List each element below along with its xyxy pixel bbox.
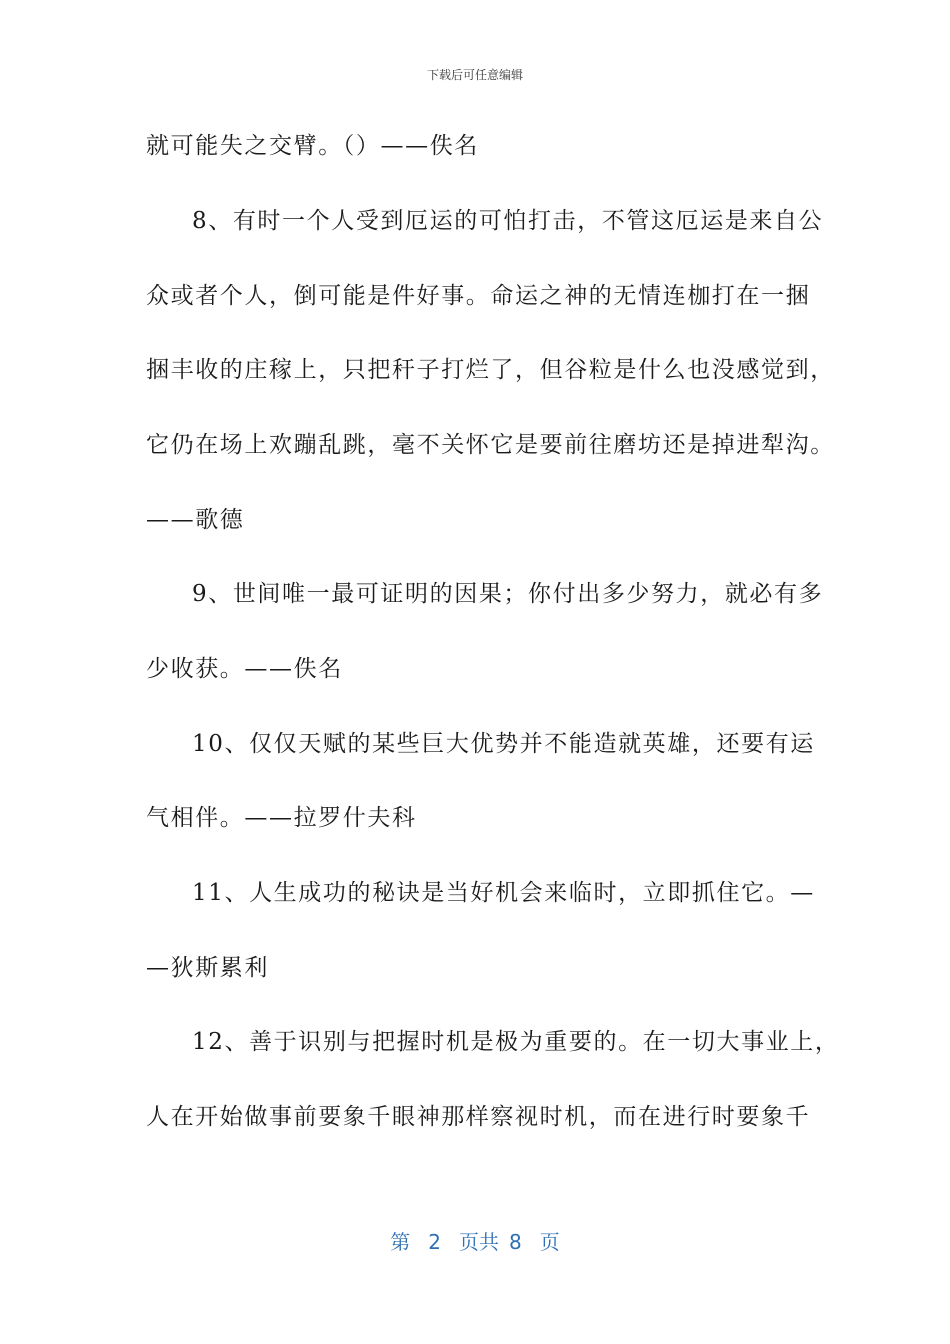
footer-prefix: 第 bbox=[390, 1230, 411, 1254]
footer-middle: 页共 bbox=[459, 1230, 499, 1254]
text-line: 少收获。——佚名 bbox=[146, 656, 343, 682]
text-line: 人在开始做事前要象千眼神那样察视时机，而在进行时要象千 bbox=[146, 1104, 811, 1130]
text-line: 气相伴。——拉罗什夫科 bbox=[146, 805, 417, 831]
text-line: 12、善于识别与把握时机是极为重要的。在一切大事业上， bbox=[192, 1029, 840, 1055]
text-line: 捆丰收的庄稼上，只把秆子打烂了，但谷粒是什么也没感觉到， bbox=[146, 357, 835, 383]
footer-suffix: 页 bbox=[539, 1230, 560, 1254]
text-line: 11、人生成功的秘诀是当好机会来临时，立即抓住它。— bbox=[192, 880, 815, 906]
text-line: —狄斯累利 bbox=[146, 955, 269, 981]
header-note: 下载后可任意编辑 bbox=[426, 68, 523, 82]
text-line: 10、仅仅天赋的某些巨大优势并不能造就英雄，还要有运 bbox=[192, 731, 815, 757]
text-line: 众或者个人，倒可能是件好事。命运之神的无情连枷打在一捆 bbox=[146, 283, 811, 309]
footer-total-pages: 8 bbox=[509, 1230, 522, 1254]
page-footer bbox=[0, 1226, 950, 1255]
text-line: 8、有时一个人受到厄运的可怕打击，不管这厄运是来自公 bbox=[192, 208, 824, 234]
text-line: 它仍在场上欢蹦乱跳，毫不关怀它是要前往磨坊还是掉进犁沟。 bbox=[146, 432, 835, 458]
text-line: 就可能失之交臂。（）——佚名 bbox=[146, 133, 479, 159]
footer-current-page: 2 bbox=[428, 1230, 441, 1254]
text-line: 9、世间唯一最可证明的因果；你付出多少努力，就必有多 bbox=[192, 581, 824, 607]
text-line: ——歌德 bbox=[146, 507, 245, 533]
